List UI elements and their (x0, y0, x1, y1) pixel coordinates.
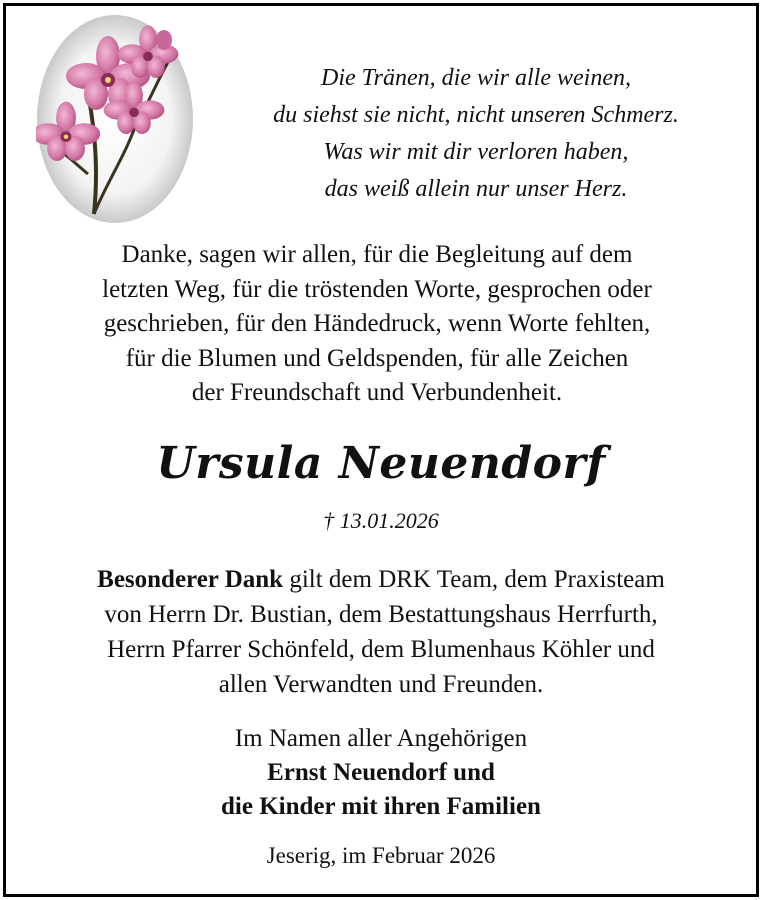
special-thanks-line: Herrn Pfarrer Schönfeld, dem Blumenhaus Köhler und (107, 636, 655, 663)
special-thanks-line: allen Verwandten und Freunden. (218, 671, 544, 698)
signoff (0, 722, 762, 824)
poem-line: Was wir mit dir verloren haben, (323, 139, 629, 165)
poem (210, 60, 742, 208)
thanks-line: geschrieben, für den Händedruck, wenn Worte fehlten, (103, 310, 651, 337)
poem-line: das weiß allein nur unser Herz. (324, 176, 628, 202)
thanks-line: für die Blumen und Geldspenden, für alle Zeichen (125, 344, 629, 372)
place-date: Jeserig, im Februar 2026 (266, 843, 496, 868)
special-thanks-line: von Herrn Dr. Bustian, dem Bestattungshaus Herrfurth, (104, 601, 658, 628)
thanks-paragraph (10, 238, 744, 411)
thanks-line: der Freundschaft und Verbundenheit. (191, 379, 563, 406)
special-thanks-line1: gilt dem DRK Team, dem Praxisteam (283, 566, 665, 593)
special-thanks-line (10, 562, 752, 597)
signoff-family: die Kinder mit ihren Familien (221, 793, 541, 820)
thanks-line: Danke, sagen wir allen, für die Begleitung auf dem (121, 241, 633, 268)
poem-line: du siehst sie nicht, nicht unseren Schmerz. (273, 102, 679, 128)
poem-line: Die Tränen, die wir alle weinen, (321, 65, 631, 91)
special-thanks-lead: Besonderer Dank (97, 566, 284, 593)
thanks-line: letzten Weg, für die tröstenden Worte, gesprochen oder (102, 275, 652, 303)
orchid-icon (36, 14, 194, 224)
signoff-name: Ernst Neuendorf und (267, 759, 495, 786)
special-thanks (10, 562, 752, 702)
death-date: † 13.01.2026 (323, 508, 439, 533)
signoff-intro: Im Namen aller Angehörigen (234, 725, 528, 752)
deceased-name: Ursula Neuendorf (156, 438, 606, 489)
